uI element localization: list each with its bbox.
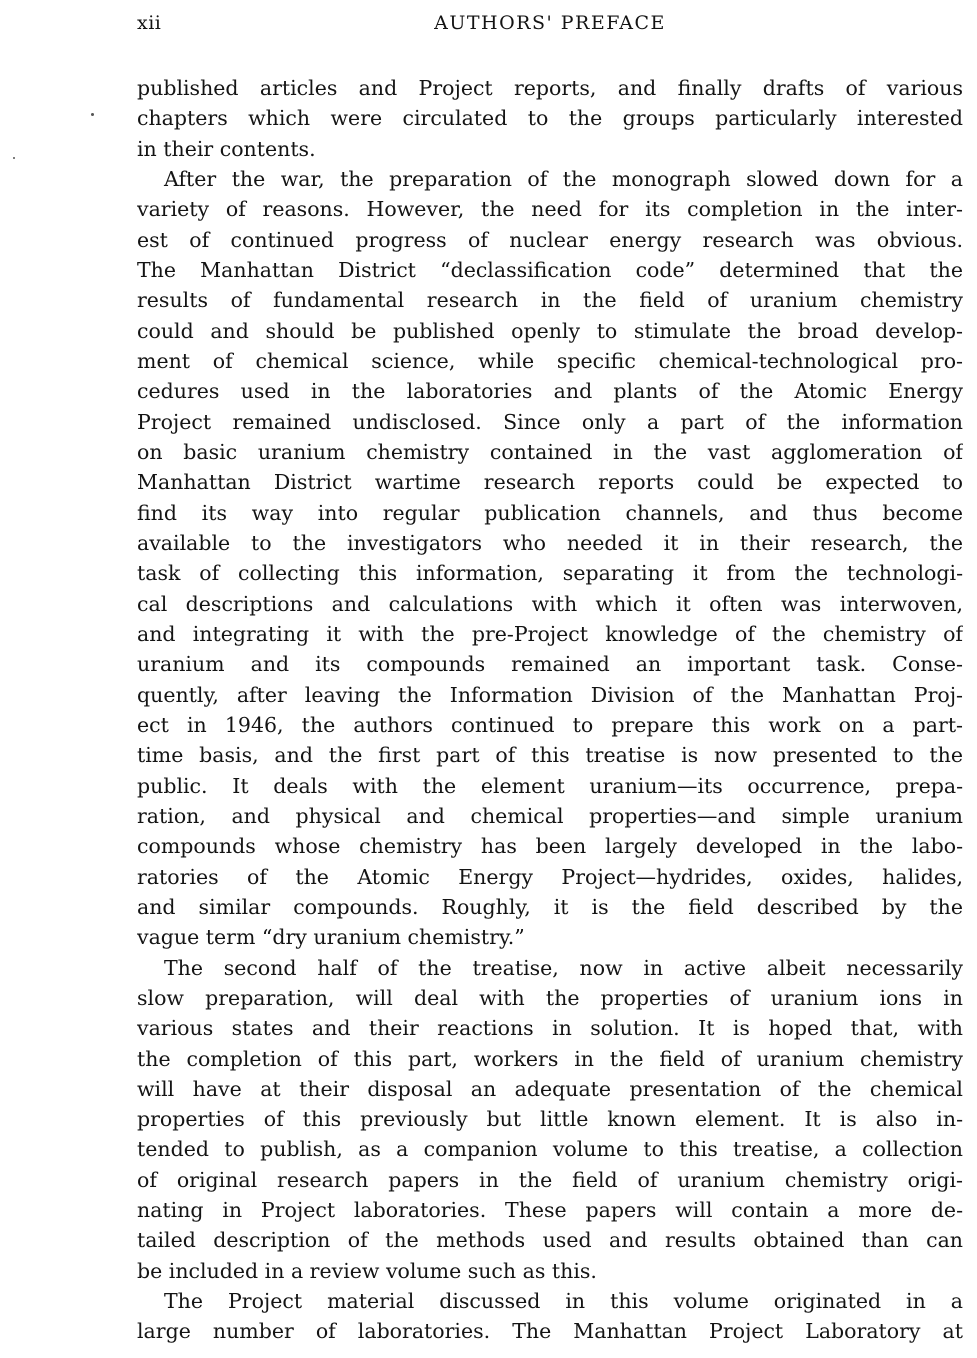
text-line: chapters which were circulated to the groups particularly interested bbox=[137, 106, 963, 131]
text-line: and similar compounds. Roughly, it is the field described by the bbox=[137, 894, 963, 919]
text-line: available to the investigators who needed it in their research, the bbox=[137, 530, 963, 555]
text-line: variety of reasons. However, the need for its completion in the inter- bbox=[137, 197, 963, 222]
text-line: tailed description of the methods used and results obtained than can bbox=[137, 1228, 963, 1253]
text-line: The Manhattan District “declassification code” determined that the bbox=[137, 257, 963, 282]
text-line: tended to publish, as a companion volume to this treatise, a collection bbox=[137, 1137, 963, 1162]
text-line: public. It deals with the element uranium—its occurrence, prepa- bbox=[137, 773, 963, 798]
text-line: time basis, and the first part of this treatise is now presented to the bbox=[137, 743, 963, 768]
text-line: The second half of the treatise, now in active albeit necessarily bbox=[164, 955, 963, 980]
text-line: various states and their reactions in solution. It is hoped that, with bbox=[137, 1016, 963, 1041]
text-line: on basic uranium chemistry contained in the vast agglomeration of bbox=[137, 439, 963, 464]
text-line: cedures used in the laboratories and plants of the Atomic Energy bbox=[137, 379, 963, 404]
text-line: est of continued progress of nuclear energy research was obvious. bbox=[137, 227, 963, 252]
text-line: vague term “dry uranium chemistry.” bbox=[137, 925, 525, 950]
text-line: cal descriptions and calculations with which it often was interwoven, bbox=[137, 591, 963, 616]
text-line: slow preparation, will deal with the properties of uranium ions in bbox=[137, 985, 963, 1010]
text-line: published articles and Project reports, and finally drafts of various bbox=[137, 76, 963, 100]
text-line: of original research papers in the field of uranium chemistry origi- bbox=[137, 1167, 963, 1192]
scan-speck bbox=[91, 113, 94, 116]
running-head bbox=[137, 12, 963, 38]
text-line: Manhattan District wartime research reports could be expected to bbox=[137, 470, 963, 495]
text-line: the completion of this part, workers in the field of uranium chemistry bbox=[137, 1046, 963, 1071]
text-line: ment of chemical science, while specific chemical-technological pro- bbox=[137, 348, 963, 373]
text-line: ration, and physical and chemical properties—and simple uranium bbox=[137, 803, 963, 828]
text-line: and integrating it with the pre-Project knowledge of the chemistry of bbox=[137, 621, 963, 646]
text-line: ratories of the Atomic Energy Project—hydrides, oxides, halides, bbox=[137, 864, 963, 889]
text-line: will have at their disposal an adequate presentation of the chemical bbox=[137, 1076, 963, 1101]
text-line: in their contents. bbox=[137, 136, 316, 161]
text-line: ect in 1946, the authors continued to prepare this work on a part- bbox=[137, 712, 963, 737]
text-line: could and should be published openly to stimulate the broad develop- bbox=[137, 318, 963, 343]
text-line: uranium and its compounds remained an important task. Conse- bbox=[137, 652, 963, 677]
text-line: The Project material discussed in this volume originated in a bbox=[164, 1289, 963, 1314]
text-line: quently, after leaving the Information Division of the Manhattan Proj- bbox=[137, 682, 963, 707]
running-title: AUTHORS' PREFACE bbox=[434, 12, 666, 34]
text-line: large number of laboratories. The Manhattan Project Laboratory at bbox=[137, 1319, 963, 1344]
text-line: compounds whose chemistry has been largely developed in the labo- bbox=[137, 834, 963, 859]
text-line: results of fundamental research in the field of uranium chemistry bbox=[137, 288, 963, 313]
text-line: task of collecting this information, separating it from the technologi- bbox=[137, 561, 963, 586]
text-line: After the war, the preparation of the monograph slowed down for a bbox=[164, 166, 963, 191]
scan-speck bbox=[13, 157, 15, 159]
text-line: properties of this previously but little known element. It is also in- bbox=[137, 1107, 963, 1132]
text-line: Project remained undisclosed. Since only a part of the information bbox=[137, 409, 963, 434]
text-line: be included in a review volume such as this. bbox=[137, 1258, 597, 1283]
page-number: xii bbox=[137, 12, 162, 34]
preface-body-text bbox=[137, 73, 963, 1347]
text-line: nating in Project laboratories. These papers will contain a more de- bbox=[137, 1198, 963, 1223]
text-line: find its way into regular publication channels, and thus become bbox=[137, 500, 963, 525]
